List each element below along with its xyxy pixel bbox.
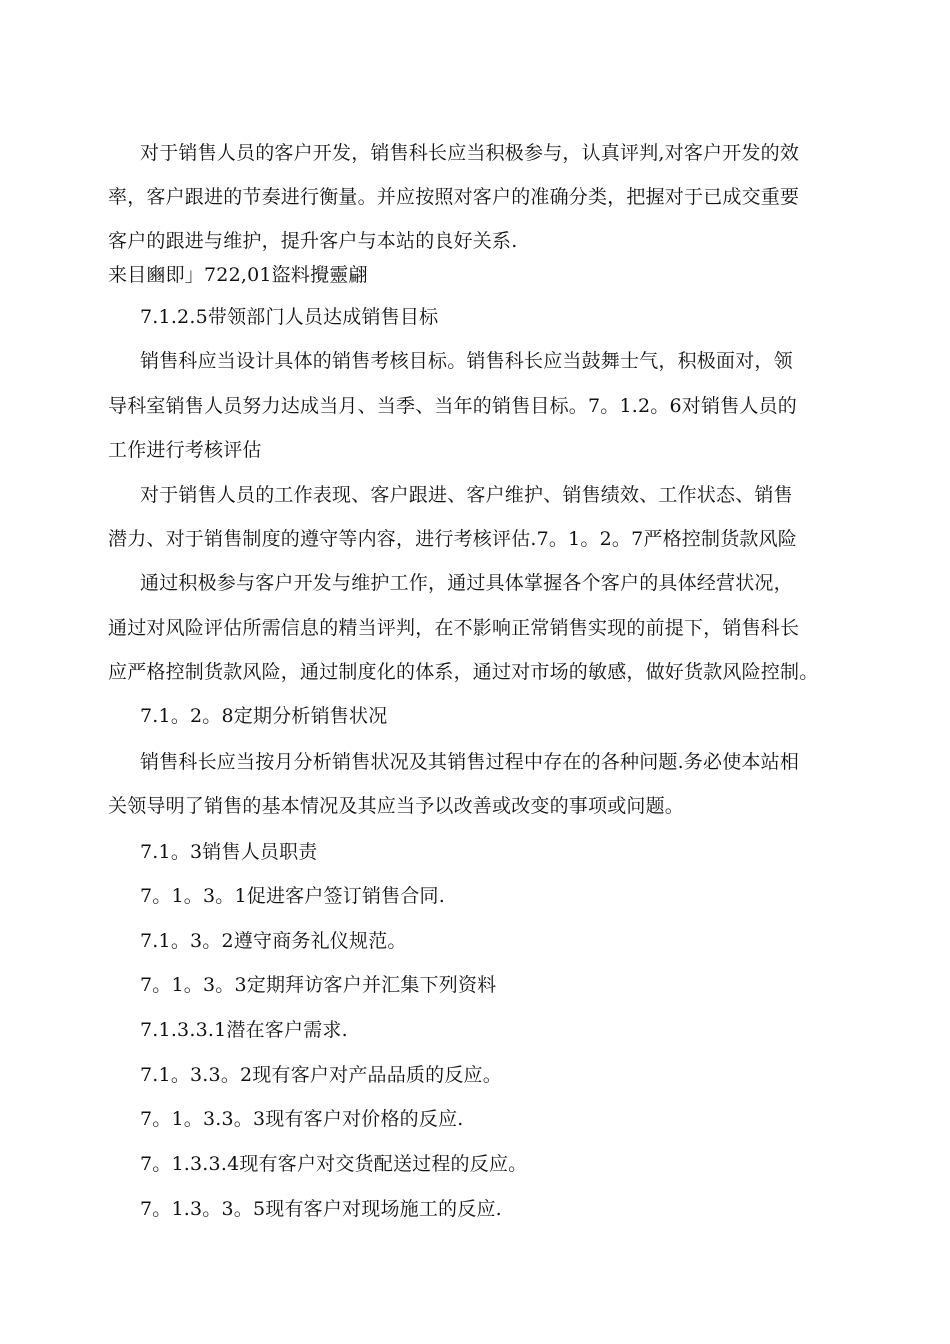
paragraph-line: 导科室销售人员努力达成当月、当季、当年的销售目标。7。1.2。6对销售人员的 [108,395,797,417]
paragraph-line: 通过积极参与客户开发与维护工作，通过具体掌握各个客户的具体经营状况， [140,572,793,594]
paragraph-line: 通过对风险评估所需信息的精当评判，在不影响正常销售实现的前提下，销售科长 [108,617,800,639]
paragraph-line: 销售科长应当按月分析销售状况及其销售过程中存在的各种问题.务必使本站相 [140,751,800,773]
paragraph-line: 率，客户跟进的节奏进行衡量。并应按照对客户的准确分类，把握对于已成交重要 [108,186,800,208]
list-item: 7。1。3。1促进客户签订销售合同. [140,885,445,907]
list-item: 7.1.3.3.1潜在客户需求. [140,1019,348,1041]
garbled-text-line: 来目豳即」722,01盜料攪靈翩 [108,264,368,286]
section-heading: 7.1。3销售人员职责 [140,841,318,863]
paragraph-line: 销售科应当设计具体的销售考核目标。销售科长应当鼓舞士气，积极面对，领 [140,350,793,372]
list-item: 7。1。3。3定期拜访客户并汇集下列资料 [140,974,497,996]
paragraph-line: 对于销售人员的工作表现、客户跟进、客户维护、销售绩效、工作状态、销售 [140,484,793,506]
list-item: 7.1。3.3。2现有客户对产品品质的反应。 [140,1064,502,1086]
section-heading: 7.1.2.5带领部门人员达成销售目标 [140,306,439,328]
section-heading: 7.1。2。8定期分析销售状况 [140,705,388,727]
list-item: 7。1.3。3。5现有客户对现场施工的反应. [140,1198,502,1220]
paragraph-line: 应严格控制货款风险，通过制度化的体系，通过对市场的敏感，做好货款风险控制。 [108,661,819,683]
paragraph-line: 客户的跟进与维护，提升客户与本站的良好关系. [108,230,518,252]
list-item: 7.1。3。2遵守商务礼仪规范。 [140,930,407,952]
list-item: 7。1.3.3.4现有客户对交货配送过程的反应。 [140,1153,528,1175]
list-item: 7。1。3.3。3现有客户对价格的反应. [140,1108,464,1130]
paragraph-line: 工作进行考核评估 [108,439,262,461]
paragraph-line: 潜力、对于销售制度的遵守等内容，进行考核评估.7。1。2。7严格控制货款风险 [108,528,797,550]
paragraph-line: 对于销售人员的客户开发，销售科长应当积极参与，认真评判,对客户开发的效 [140,142,800,164]
paragraph-line: 关领导明了销售的基本情况及其应当予以改善或改变的事项或问题。 [108,795,685,817]
